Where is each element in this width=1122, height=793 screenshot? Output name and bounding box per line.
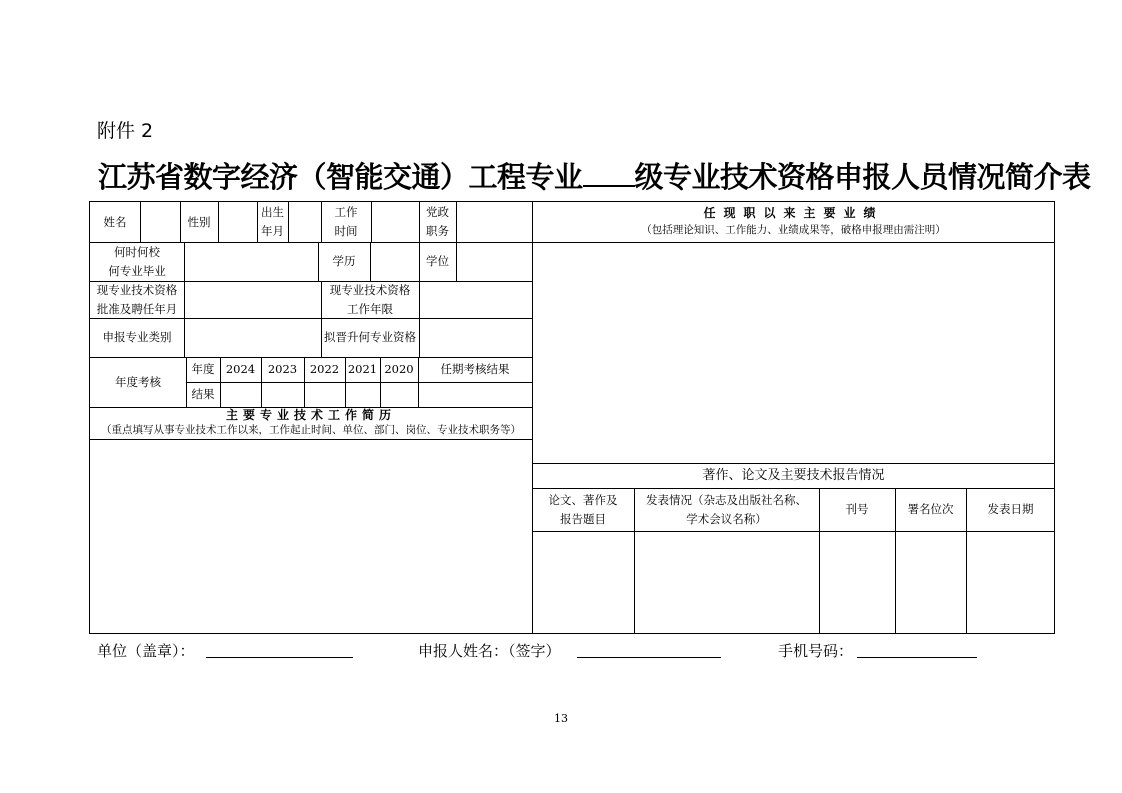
birth-label	[257, 202, 288, 242]
pub-col-date: 发表日期	[987, 502, 1034, 516]
degree-label: 学位	[426, 254, 449, 268]
year-2022: 2022	[309, 362, 340, 376]
qualification-years-line1: 现专业技术资格	[329, 282, 411, 297]
result-2024-input[interactable]	[220, 382, 261, 407]
current-qualification-input[interactable]	[184, 281, 321, 318]
birth-label-line2: 年月	[261, 224, 284, 238]
pub-col-title-line2: 报告题目	[560, 511, 606, 526]
achievements-input-area[interactable]	[532, 242, 1055, 463]
pub-author-order-input[interactable]	[895, 531, 966, 634]
page-number: 13	[554, 712, 568, 725]
education-input[interactable]	[370, 242, 419, 281]
resume-header	[90, 407, 532, 439]
category-label: 申报专业类别	[102, 330, 172, 344]
result-2022-input[interactable]	[304, 382, 345, 407]
gender-input[interactable]	[218, 202, 257, 242]
phone-line[interactable]	[857, 657, 977, 658]
work-time-input[interactable]	[371, 202, 419, 242]
phone-label: 手机号码：	[778, 642, 854, 660]
party-position-label-line2: 职务	[426, 224, 449, 238]
graduation-label-line2: 何专业毕业	[108, 263, 166, 278]
title-part-1: 江苏省数字经济（智能交通）工程专业	[98, 160, 583, 194]
term-result-label: 任期考核结果	[440, 362, 510, 376]
work-time-label-line1: 工作	[334, 205, 358, 219]
birth-input[interactable]	[288, 202, 321, 242]
pub-col-title-line1: 论文、著作及	[548, 492, 618, 507]
pub-col-author-order: 署名位次	[907, 502, 954, 516]
current-qualification-label	[90, 281, 184, 318]
work-time-label	[321, 202, 371, 242]
name-label: 姓名	[103, 214, 127, 229]
graduation-label	[90, 242, 184, 281]
promote-to-input[interactable]	[419, 318, 532, 357]
work-time-label-line2: 时间	[334, 224, 358, 238]
resume-heading: 主要专业技术工作简历	[225, 408, 396, 422]
level-blank[interactable]	[583, 161, 635, 187]
pub-venue-input[interactable]	[634, 531, 819, 634]
pub-col-venue-line1: 发表情况（杂志及出版社名称、	[646, 492, 807, 507]
form-title	[98, 155, 1091, 196]
applicant-signature-label: 申报人姓名：（签字）	[418, 642, 561, 660]
education-label: 学历	[332, 254, 356, 268]
achievements-heading: 任现职以来主要业绩	[703, 206, 884, 220]
qualification-years-line2: 工作年限	[347, 301, 393, 316]
party-position-label	[419, 202, 456, 242]
category-input[interactable]	[184, 318, 321, 357]
promote-to-label: 拟晋升何专业资格	[324, 330, 416, 344]
term-result-input[interactable]	[418, 382, 532, 407]
title-part-2: 级专业技术资格申报人员情况简介表	[634, 160, 1091, 194]
year-2024: 2024	[225, 362, 256, 376]
application-form-table	[89, 201, 1055, 634]
graduation-label-line1: 何时何校	[114, 244, 160, 259]
achievements-note: （包括理论知识、工作能力、业绩成果等，破格申报理由需注明）	[641, 224, 946, 236]
result-2020-input[interactable]	[380, 382, 418, 407]
pub-title-input[interactable]	[532, 531, 634, 634]
pub-col-title	[532, 488, 634, 531]
party-position-input[interactable]	[456, 202, 532, 242]
result-label: 结果	[191, 387, 215, 401]
gender-label: 性别	[187, 214, 211, 229]
result-2023-input[interactable]	[261, 382, 304, 407]
annual-assessment-label: 年度考核	[115, 374, 161, 389]
qualification-years-label	[321, 281, 419, 318]
resume-note: （重点填写从事专业技术工作以来，工作起止时间、单位、部门、岗位、专业技术职务等）	[101, 424, 521, 436]
result-2021-input[interactable]	[345, 382, 380, 407]
year-2023: 2023	[267, 362, 298, 376]
name-input[interactable]	[140, 202, 180, 242]
current-qualification-line1: 现专业技术资格	[96, 282, 178, 297]
qualification-years-input[interactable]	[419, 281, 532, 318]
current-qualification-line2: 批准及聘任年月	[96, 301, 178, 316]
graduation-input[interactable]	[184, 242, 318, 281]
unit-stamp-line[interactable]	[206, 657, 353, 658]
party-position-label-line1: 党政	[426, 205, 449, 219]
pub-col-issue: 刊号	[845, 502, 869, 516]
degree-input[interactable]	[456, 242, 532, 281]
publications-heading: 著作、论文及主要技术报告情况	[702, 468, 885, 483]
pub-col-venue-line2: 学术会议名称）	[686, 511, 767, 526]
attachment-label: 附件 2	[97, 120, 154, 142]
year-label: 年度	[191, 362, 215, 376]
pub-col-venue	[634, 488, 819, 531]
applicant-signature-line[interactable]	[577, 657, 721, 658]
birth-label-line1: 出生	[261, 205, 284, 219]
year-2020: 2020	[384, 362, 414, 376]
resume-input-area[interactable]	[90, 439, 532, 634]
pub-issue-input[interactable]	[819, 531, 895, 634]
achievements-header	[532, 202, 1055, 242]
unit-stamp-label: 单位（盖章）：	[97, 642, 195, 660]
pub-date-input[interactable]	[966, 531, 1055, 634]
year-2021: 2021	[347, 362, 378, 376]
